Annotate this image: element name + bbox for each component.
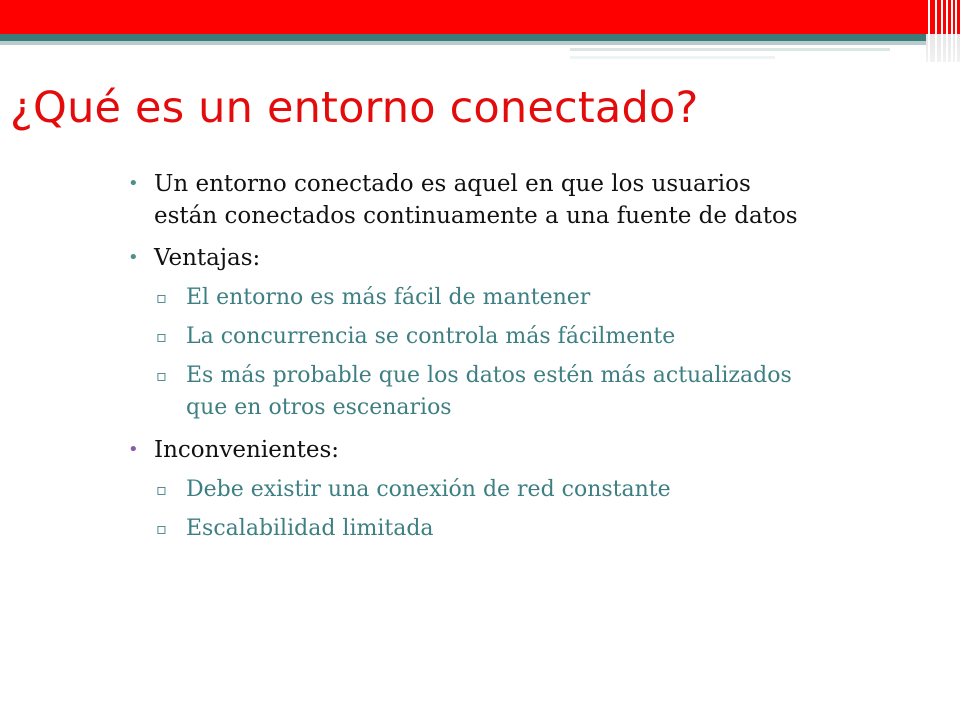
sub-bullet-list xyxy=(154,474,814,545)
corner-stripe xyxy=(955,0,957,62)
header-teal-band xyxy=(0,34,960,41)
header-red-band xyxy=(0,0,960,34)
corner-stripe xyxy=(946,0,948,62)
sub-bullet-list xyxy=(154,282,814,424)
bullet-list xyxy=(124,168,814,555)
sub-bullet-item: ▫ La concurrencia se controla más fácilmente xyxy=(154,321,814,353)
header-corner-stripes xyxy=(926,0,960,62)
header-accent-line xyxy=(570,48,890,51)
corner-stripe xyxy=(941,0,943,62)
corner-stripe xyxy=(928,0,930,62)
bullet-item-inconvenientes xyxy=(124,434,814,545)
sub-bullet-item: ▫ Escalabilidad limitada xyxy=(154,513,814,545)
sub-bullet-item: ▫ Es más probable que los datos estén más actualizados que en otros escenarios xyxy=(154,360,814,424)
bullet-text: Ventajas: xyxy=(154,245,261,271)
bullet-text: Un entorno conectado es aquel en que los usuarios están conectados continuamente a una fuente de datos xyxy=(154,171,798,229)
slide-title: ¿Qué es un entorno conectado? xyxy=(10,83,699,133)
corner-stripe xyxy=(951,0,953,62)
sub-bullet-item: ▫ El entorno es más fácil de mantener xyxy=(154,282,814,314)
sub-bullet-item: ▫ Debe existir una conexión de red constante xyxy=(154,474,814,506)
bullet-text: Inconvenientes: xyxy=(154,437,340,463)
header-gray-band xyxy=(0,41,960,45)
corner-stripe xyxy=(935,0,937,62)
bullet-item xyxy=(124,168,814,232)
header-accent-line-short xyxy=(570,56,775,59)
bullet-item-ventajas xyxy=(124,242,814,424)
